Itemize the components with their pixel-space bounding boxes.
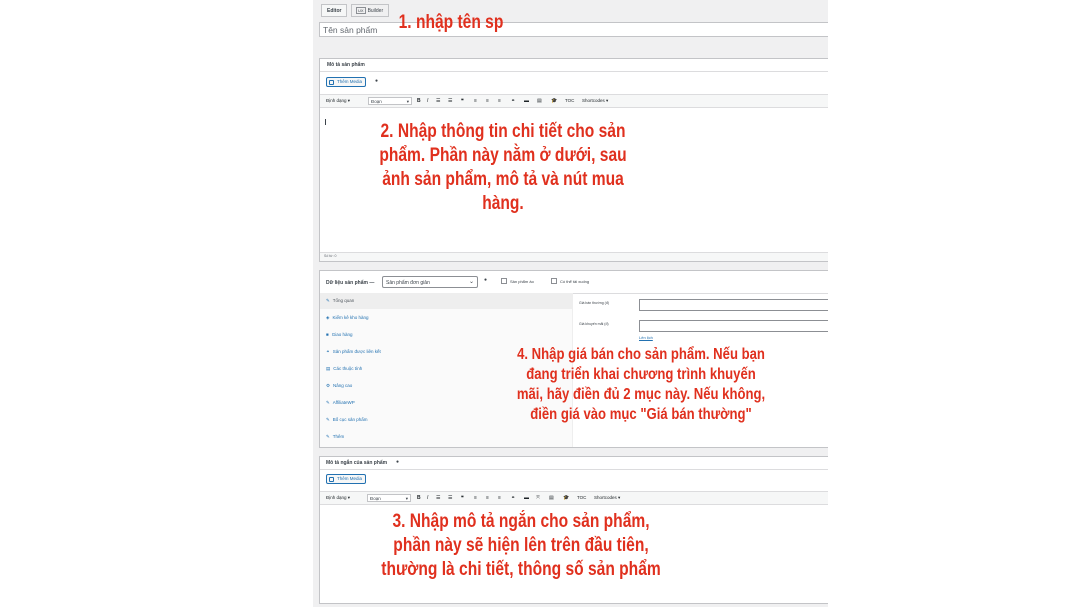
media-icon — [329, 477, 334, 482]
graduation-cap-icon[interactable]: 🎓 — [563, 495, 570, 501]
tab-general[interactable]: ✎ Tổng quan — [326, 298, 355, 303]
tab-more[interactable]: ✎ Thêm — [326, 434, 345, 439]
italic-icon[interactable]: I — [427, 495, 429, 501]
title-placeholder: Tên sản phẩm — [323, 25, 378, 35]
screenshot-region — [313, 0, 828, 607]
read-more-icon[interactable]: ▬ — [524, 495, 529, 501]
product-type-value: Sản phẩm đơn giản — [386, 280, 430, 286]
downloadable-label: Có thể tải xuống — [560, 279, 590, 284]
table-icon: ▤ — [326, 366, 331, 371]
tab-advanced[interactable]: ⚙ Nâng cao — [326, 383, 353, 388]
link-icon[interactable]: ⚭ — [511, 98, 516, 104]
wrench-icon: ✎ — [326, 434, 330, 439]
tag-icon: ◈ — [326, 315, 330, 320]
graduation-cap-icon[interactable]: 🎓 — [551, 98, 558, 104]
product-data-header — [320, 271, 828, 294]
annotation-1: 1. nhập tên sp — [398, 12, 504, 33]
schedule-link[interactable]: Lên lịch — [639, 335, 653, 340]
numbered-list-icon[interactable]: ☰ — [448, 495, 453, 501]
tab-highlight — [320, 293, 572, 309]
numbered-list-icon[interactable]: ☰ — [448, 98, 453, 104]
toolbar-toggle-icon[interactable]: ▤ — [549, 495, 554, 501]
virtual-label: Sản phẩm ảo — [510, 279, 534, 284]
toc-button[interactable]: TOC — [565, 98, 575, 103]
fullscreen-icon[interactable]: ⤧ — [536, 495, 541, 501]
bullet-list-icon[interactable]: ☰ — [436, 495, 441, 501]
bullet-list-icon[interactable]: ☰ — [436, 98, 441, 104]
tab-builder-label: Builder — [367, 8, 384, 14]
description-heading: Mô tả sản phẩm — [327, 62, 365, 68]
tab-linked-products[interactable]: ⚭ Sản phẩm được liên kết — [326, 349, 381, 354]
toc-button[interactable]: TOC — [577, 495, 587, 500]
annotation-4: 4. Nhập giá bán cho sản phẩm. Nếu bạn đang triển khai chương trình khuyến mãi, hãy điền đủ 2 mục này. Nếu không, điền giá vào mục "Giá bán thường" — [516, 346, 766, 424]
annotation-2: 2. Nhập thông tin chi tiết cho sản phẩm. Phần này nằm ở dưới, sau ảnh sản phẩm, mô tả và nút mua hàng. — [379, 121, 627, 214]
italic-icon[interactable]: I — [427, 98, 429, 104]
add-media-button[interactable] — [326, 77, 366, 87]
add-media-button[interactable] — [326, 474, 366, 484]
tab-affiliatewp[interactable]: ✎ AffiliateWP — [326, 400, 355, 405]
truck-icon: ■ — [326, 332, 329, 337]
align-right-icon[interactable]: ≡ — [498, 98, 501, 104]
bold-icon[interactable]: B — [417, 495, 421, 501]
wrench-icon: ✎ — [326, 417, 330, 422]
format-dropdown[interactable]: Định dạng ▾ — [326, 98, 351, 103]
shortcodes-dropdown[interactable]: Shortcodes ▾ — [582, 98, 609, 103]
add-media-label: Thêm Media — [337, 476, 363, 481]
help-icon[interactable]: ● — [375, 78, 379, 84]
sale-price-label: Giá khuyến mãi (đ) — [579, 322, 609, 326]
gear-icon: ⚙ — [326, 383, 331, 388]
chevron-down-icon: ⌄ — [468, 279, 474, 285]
help-icon[interactable]: ● — [396, 459, 400, 465]
product-type-select[interactable] — [382, 276, 478, 288]
description-header — [320, 59, 828, 72]
align-center-icon[interactable]: ≡ — [486, 98, 489, 104]
help-icon[interactable]: ● — [484, 277, 488, 283]
wrench-icon: ✎ — [326, 400, 330, 405]
word-count: Số từ: 0 — [324, 254, 337, 258]
toolbar-toggle-icon[interactable]: ▤ — [537, 98, 542, 104]
tab-builder[interactable] — [351, 4, 389, 17]
format-dropdown[interactable]: Định dạng ▾ — [326, 495, 351, 500]
short-description-heading: Mô tả ngắn của sản phẩm — [326, 460, 388, 466]
tab-product-layout[interactable]: ✎ Bố cục sản phẩm — [326, 417, 368, 422]
builder-icon: UX — [358, 8, 364, 13]
shortcodes-dropdown[interactable]: Shortcodes ▾ — [594, 495, 621, 500]
wrench-icon: ✎ — [326, 298, 330, 303]
bold-icon[interactable]: B — [417, 98, 421, 104]
short-description-toolbar — [320, 491, 828, 505]
virtual-checkbox[interactable] — [501, 278, 507, 284]
tab-shipping[interactable]: ■ Giao hàng — [326, 332, 353, 337]
description-toolbar — [320, 94, 828, 108]
annotation-3: 3. Nhập mô tả ngắn cho sản phẩm, phần này sẽ hiện lên trên đầu tiên, thường là chi tiết, thông số sản phẩm — [381, 511, 661, 580]
align-left-icon[interactable]: ≡ — [474, 98, 477, 104]
downloadable-checkbox[interactable] — [551, 278, 557, 284]
read-more-icon[interactable]: ▬ — [524, 98, 529, 104]
tab-attributes[interactable]: ▤ Các thuộc tính — [326, 366, 363, 371]
short-description-header — [320, 457, 828, 470]
regular-price-label: Giá bán thường (đ) — [579, 301, 609, 305]
align-left-icon[interactable]: ≡ — [474, 495, 477, 501]
media-icon — [329, 80, 334, 85]
link-icon: ⚭ — [326, 349, 330, 354]
add-media-label: Thêm Media — [337, 79, 363, 84]
status-bar — [320, 252, 828, 261]
sale-price-input[interactable] — [639, 320, 828, 332]
link-icon[interactable]: ⚭ — [511, 495, 516, 501]
paragraph-select[interactable]: Đoạn ▾ — [367, 494, 411, 502]
align-right-icon[interactable]: ≡ — [498, 495, 501, 501]
align-center-icon[interactable]: ≡ — [486, 495, 489, 501]
blockquote-icon[interactable]: ❝ — [461, 98, 464, 104]
blockquote-icon[interactable]: ❝ — [461, 495, 464, 501]
regular-price-input[interactable] — [639, 299, 828, 311]
paragraph-select[interactable]: Đoạn ▾ — [368, 97, 412, 105]
tab-editor[interactable]: Editor — [321, 4, 347, 17]
product-data-heading: Dữ liệu sản phẩm — — [326, 280, 375, 286]
tab-inventory[interactable]: ◈ Kiểm kê kho hàng — [326, 315, 369, 320]
